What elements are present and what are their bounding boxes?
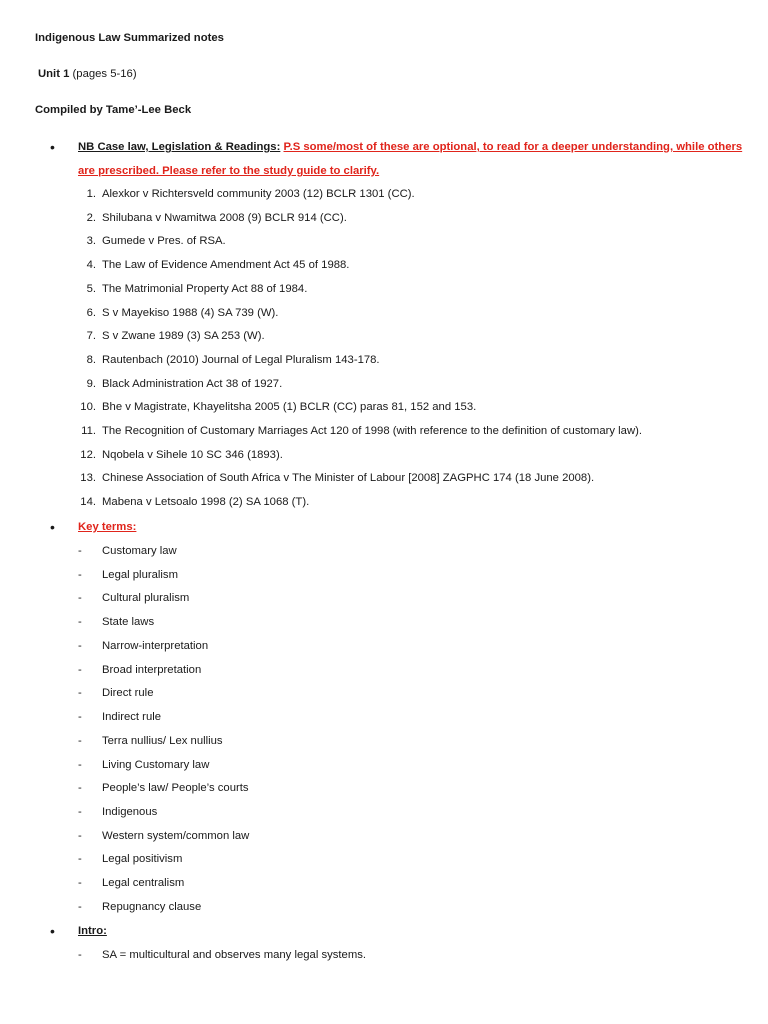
key-term-item: Legal centralism [102, 877, 185, 889]
reading-item: S v Mayekiso 1988 (4) SA 739 (W). [102, 307, 279, 319]
key-term-dash: - [78, 830, 82, 842]
intro-dash: - [78, 949, 82, 961]
key-term-item: Narrow-interpretation [102, 640, 209, 652]
key-term-item: Legal pluralism [102, 569, 178, 581]
key-term-dash: - [78, 640, 82, 652]
intro-heading: Intro: [78, 925, 107, 937]
unit-heading [38, 67, 137, 81]
key-term-dash: - [78, 782, 82, 794]
key-term-item: Terra nullius/ Lex nullius [102, 735, 223, 747]
reading-number: 4. [86, 259, 96, 271]
key-term-dash: - [78, 616, 82, 628]
key-term-dash: - [78, 759, 82, 771]
key-term-dash: - [78, 664, 82, 676]
reading-item: The Matrimonial Property Act 88 of 1984. [102, 283, 308, 295]
key-term-dash: - [78, 901, 82, 913]
key-term-dash: - [78, 592, 82, 604]
reading-number: 6. [86, 307, 96, 319]
key-term-item: Repugnancy clause [102, 901, 202, 913]
key-term-dash: - [78, 569, 82, 581]
key-term-dash: - [78, 545, 82, 557]
reading-item: Black Administration Act 38 of 1927. [102, 378, 283, 390]
key-term-item: Broad interpretation [102, 664, 202, 676]
reading-number: 8. [86, 354, 96, 366]
reading-number: 12. [80, 449, 96, 461]
reading-item: Gumede v Pres. of RSA. [102, 235, 226, 247]
reading-item: Bhe v Magistrate, Khayelitsha 2005 (1) BCLR (CC) paras 81, 152 and 153. [102, 401, 477, 413]
bullet-key-terms: • [50, 519, 55, 535]
key-terms-heading: Key terms: [78, 521, 137, 533]
key-term-dash: - [78, 735, 82, 747]
reading-number: 7. [86, 330, 96, 342]
reading-item: Alexkor v Richtersveld community 2003 (12) BCLR 1301 (CC). [102, 188, 415, 200]
bullet-intro: • [50, 923, 55, 939]
key-term-item: Indigenous [102, 806, 158, 818]
reading-number: 11. [81, 425, 96, 437]
reading-number: 10. [80, 401, 96, 413]
key-term-item: Western system/common law [102, 830, 250, 842]
reading-number: 3. [86, 235, 96, 247]
reading-number: 2. [86, 212, 96, 224]
key-term-item: Cultural pluralism [102, 592, 190, 604]
reading-item: Nqobela v Sihele 10 SC 346 (1893). [102, 449, 283, 461]
reading-item: Mabena v Letsoalo 1998 (2) SA 1068 (T). [102, 496, 310, 508]
reading-item: The Recognition of Customary Marriages Act 120 of 1998 (with reference to the definition of customary law). [102, 425, 643, 437]
key-term-item: Legal positivism [102, 853, 183, 865]
reading-item: Rautenbach (2010) Journal of Legal Pluralism 143-178. [102, 354, 380, 366]
key-term-dash: - [78, 853, 82, 865]
reading-item: S v Zwane 1989 (3) SA 253 (W). [102, 330, 265, 342]
document-title: Indigenous Law Summarized notes [35, 32, 224, 44]
reading-item: Chinese Association of South Africa v The Minister of Labour [2008] ZAGPHC 174 (18 June 2008). [102, 472, 595, 484]
key-term-dash: - [78, 711, 82, 723]
key-term-item: Direct rule [102, 687, 154, 699]
reading-number: 14. [80, 496, 96, 508]
reading-number: 9. [86, 378, 96, 390]
reading-number: 13. [80, 472, 96, 484]
reading-item: Shilubana v Nwamitwa 2008 (9) BCLR 914 (CC). [102, 212, 347, 224]
key-term-dash: - [78, 687, 82, 699]
compiled-by: Compiled by Tame’-Lee Beck [35, 104, 192, 116]
key-term-item: Indirect rule [102, 711, 162, 723]
key-term-dash: - [78, 806, 82, 818]
bullet-readings: • [50, 139, 55, 155]
reading-number: 5. [86, 283, 96, 295]
readings-note-line1: P.S some/most of these are optional, to read for a deeper understanding, while others [283, 141, 743, 153]
reading-number: 1. [86, 188, 96, 200]
key-term-dash: - [78, 877, 82, 889]
unit-pages: (pages 5-16) [69, 68, 137, 80]
key-term-item: Living Customary law [102, 759, 210, 771]
readings-heading: NB Case law, Legislation & Readings: [78, 141, 281, 153]
readings-note-line2: are prescribed. Please refer to the study guide to clarify. [78, 165, 380, 177]
reading-item: The Law of Evidence Amendment Act 45 of 1988. [102, 259, 350, 271]
unit-label: Unit 1 [38, 68, 70, 80]
key-term-item: People’s law/ People’s courts [102, 782, 249, 794]
key-term-item: State laws [102, 616, 155, 628]
readings-heading-line [78, 140, 742, 154]
key-term-item: Customary law [102, 545, 177, 557]
intro-item: SA = multicultural and observes many legal systems. [102, 949, 367, 961]
